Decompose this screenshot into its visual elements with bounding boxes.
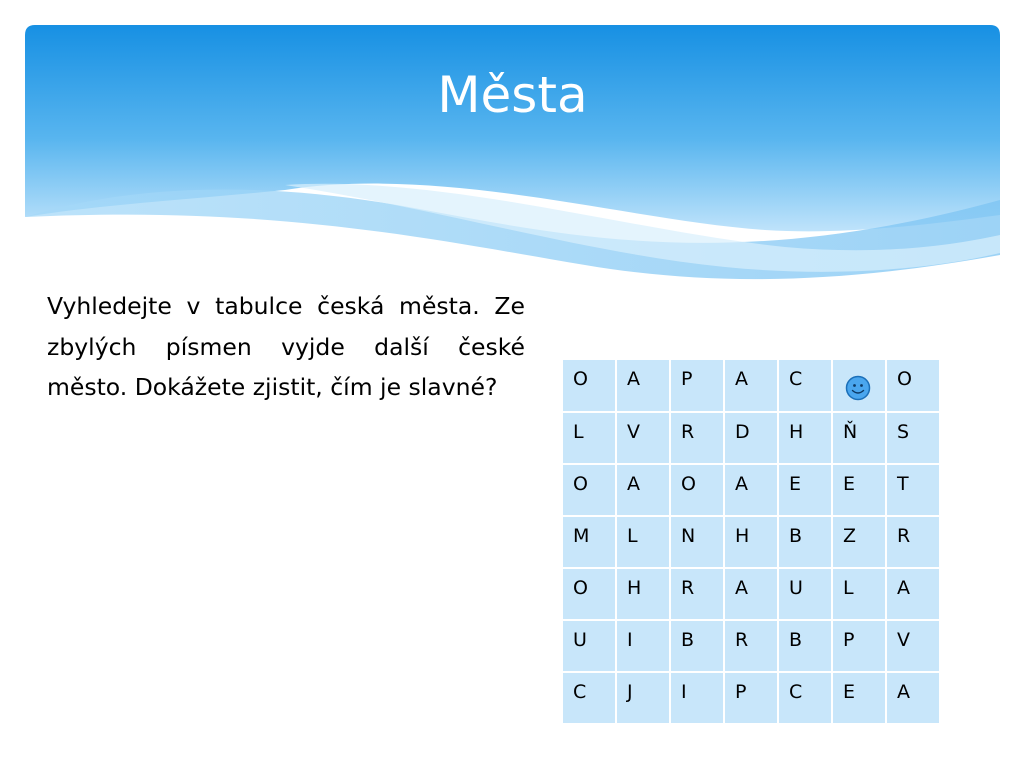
grid-row: [562, 568, 940, 620]
grid-cell: O: [886, 360, 940, 412]
grid-cell: R: [886, 516, 940, 568]
grid-cell: H: [778, 412, 832, 464]
grid-cell: U: [778, 568, 832, 620]
grid-cell: O: [562, 360, 616, 412]
grid-cell: S: [886, 412, 940, 464]
grid-cell: Z: [832, 516, 886, 568]
grid-cell: D: [724, 412, 778, 464]
grid-cell: C: [778, 360, 832, 412]
grid-cell: L: [832, 568, 886, 620]
smiley-face-icon: [845, 375, 871, 401]
grid-cell: A: [616, 464, 670, 516]
grid-cell: L: [562, 412, 616, 464]
grid-cell: N: [670, 516, 724, 568]
grid-cell: O: [562, 568, 616, 620]
grid-row: [562, 412, 940, 464]
grid-cell: A: [724, 464, 778, 516]
grid-cell: U: [562, 620, 616, 672]
grid-cell: J: [616, 672, 670, 724]
grid-cell: V: [616, 412, 670, 464]
grid-cell: P: [724, 672, 778, 724]
grid-cell: I: [670, 672, 724, 724]
grid-cell: T: [886, 464, 940, 516]
grid-cell: A: [886, 672, 940, 724]
grid-cell: I: [616, 620, 670, 672]
grid-cell: A: [724, 360, 778, 412]
grid-cell: A: [886, 568, 940, 620]
instruction-text: [47, 286, 525, 408]
grid-cell: B: [778, 620, 832, 672]
grid-row: [562, 464, 940, 516]
grid-cell: L: [616, 516, 670, 568]
grid-row: [562, 360, 940, 412]
grid-cell: P: [670, 360, 724, 412]
grid-cell: M: [562, 516, 616, 568]
instruction-paragraph: Vyhledejte v tabulce česká města. Ze zbylých písmen vyjde další české město. Dokážete zjistit, čím je slavné?: [47, 292, 525, 401]
grid-cell: E: [832, 464, 886, 516]
grid-row: [562, 516, 940, 568]
grid-cell: B: [670, 620, 724, 672]
letter-grid: [561, 359, 941, 725]
grid-cell: O: [670, 464, 724, 516]
grid-row: [562, 620, 940, 672]
grid-cell: E: [832, 672, 886, 724]
grid-cell: O: [562, 464, 616, 516]
grid-cell: P: [832, 620, 886, 672]
grid-row: [562, 672, 940, 724]
grid-cell: R: [670, 412, 724, 464]
grid-cell: R: [724, 620, 778, 672]
grid-cell: C: [562, 672, 616, 724]
grid-cell: V: [886, 620, 940, 672]
grid-cell: E: [778, 464, 832, 516]
grid-cell: B: [778, 516, 832, 568]
slide-title: Města: [437, 66, 588, 124]
grid-cell-smiley: [832, 360, 886, 412]
grid-cell: Ň: [832, 412, 886, 464]
grid-cell: H: [724, 516, 778, 568]
grid-cell: A: [616, 360, 670, 412]
grid-cell: R: [670, 568, 724, 620]
grid-cell: H: [616, 568, 670, 620]
grid-cell: A: [724, 568, 778, 620]
grid-cell: C: [778, 672, 832, 724]
